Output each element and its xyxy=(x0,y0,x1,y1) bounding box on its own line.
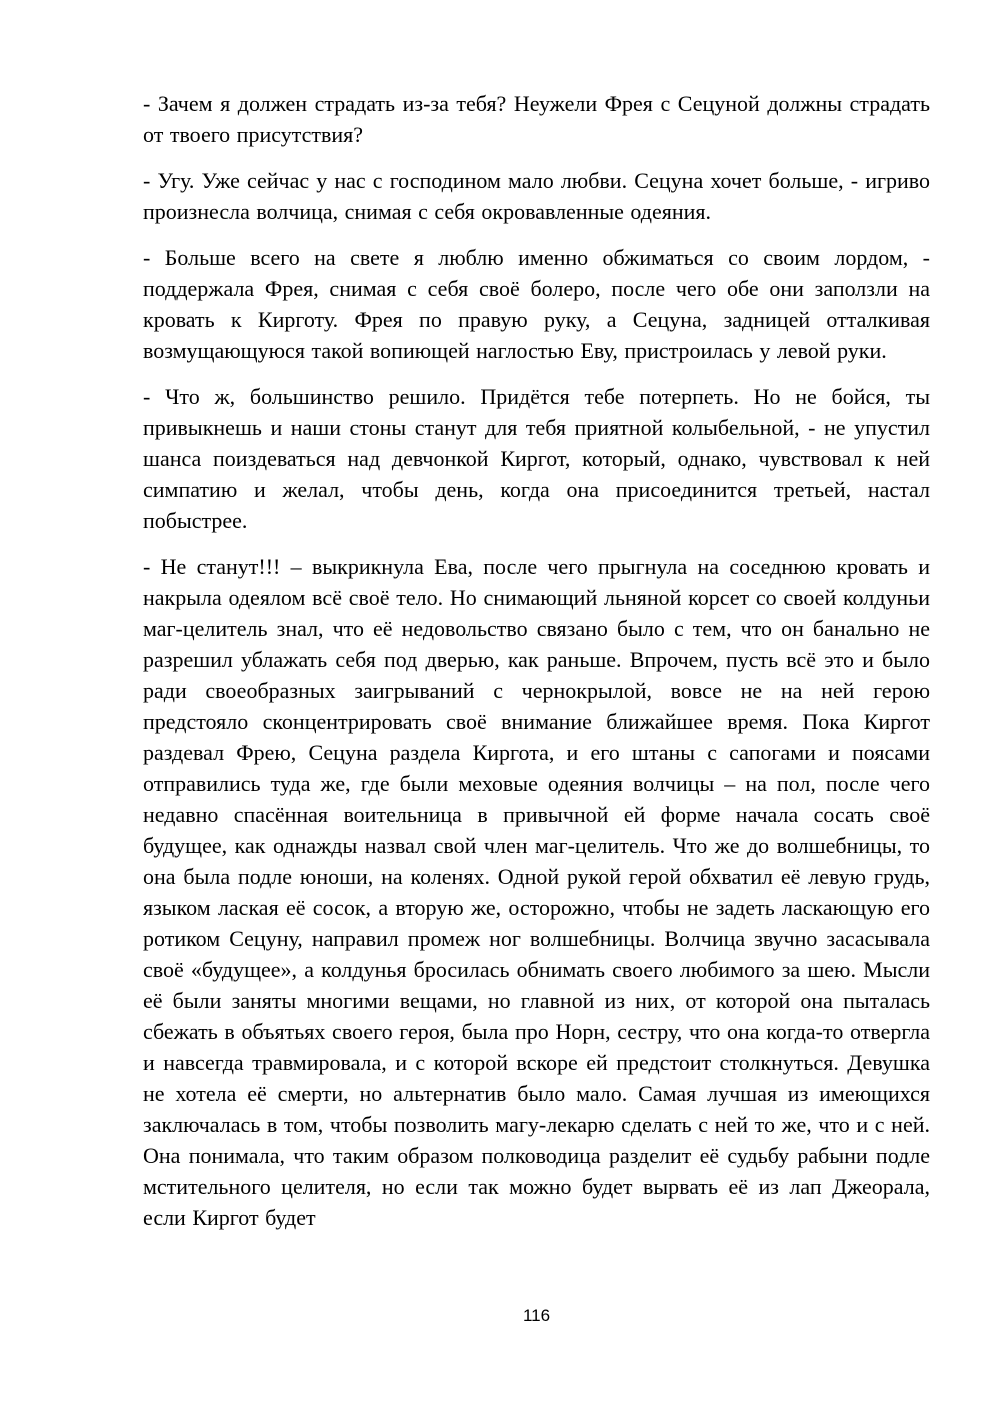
paragraph-1: - Зачем я должен страдать из-за тебя? Неужели Фрея с Сецуной должны страдать от твоего присутствия? xyxy=(143,91,930,147)
paragraph-3: - Больше всего на свете я люблю именно обжиматься со своим лордом, - поддержала Фрея, снимая с себя своё болеро, после чего обе они заползли на кровать к Кирготу. Фрея по правую руку, а Сецуна, задницей отталкивая возмущающуюся такой вопиющей наглостью Еву, пристроилась у левой руки. xyxy=(143,245,930,363)
paragraph-5: - Не станут!!! – выкрикнула Ева, после чего прыгнула на соседнюю кровать и накрыла одеялом всё своё тело. Но снимающий льняной корсет со своей колдуньи маг-целитель знал, что её недовольство связано было с тем, что он банально не разрешил ублажать себя под дверью, как раньше. Впрочем, пусть всё это и было ради своеобразных заигрываний с чернокрылой, вовсе не на ней герою предстояло сконцентрировать своё внимание ближайшее время. Пока Киргот раздевал Фрею, Сецуна раздела Киргота, и его штаны с сапогами и поясами отправились туда же, где были меховые одеяния волчицы – на пол, после чего недавно спасённая воительница в привычной ей форме начала сосать своё будущее, как однажды назвал свой член маг-целитель. Что же до волшебницы, то она была подле юноши, на коленях. Одной рукой герой обхватил её левую грудь, языком лаская её сосок, а вторую же, осторожно, чтобы не задеть ласкающую его ротиком Сецуну, направил промеж ног волшебницы. Волчица звучно засасывала своё «будущее», а колдунья бросилась обнимать своего любимого за шею. Мысли её были заняты многими вещами, но главной из них, от которой она пыталась сбежать в объятьях своего героя, была про Норн, сестру, что она когда-то отвергла и навсегда травмировала, и с которой вскоре ей предстоит столкнуться. Девушка не хотела её смерти, но альтернатив было мало. Самая лучшая из имеющихся заключалась в том, чтобы позволить магу-лекарю сделать с ней то же, что и с ней. Она понимала, что таким образом полководица разделит её судьбу рабыни подле мстительного целителя, но если так можно будет вырвать её из лап Джеорала, если Киргот будет xyxy=(143,554,930,1230)
paragraph-2: - Угу. Уже сейчас у нас с господином мало любви. Сецуна хочет больше, - игриво произнесла волчица, снимая с себя окровавленные одеяния. xyxy=(143,168,930,224)
paragraph-4: - Что ж, большинство решило. Придётся тебе потерпеть. Но не бойся, ты привыкнешь и наши стоны станут для тебя приятной колыбельной, - не упустил шанса поиздеваться над девчонкой Киргот, который, однако, чувствовал к ней симпатию и желал, чтобы день, когда она присоединится третьей, настал побыстрее. xyxy=(143,384,930,533)
page-body xyxy=(143,88,930,1248)
page-number: 116 xyxy=(522,1306,551,1325)
